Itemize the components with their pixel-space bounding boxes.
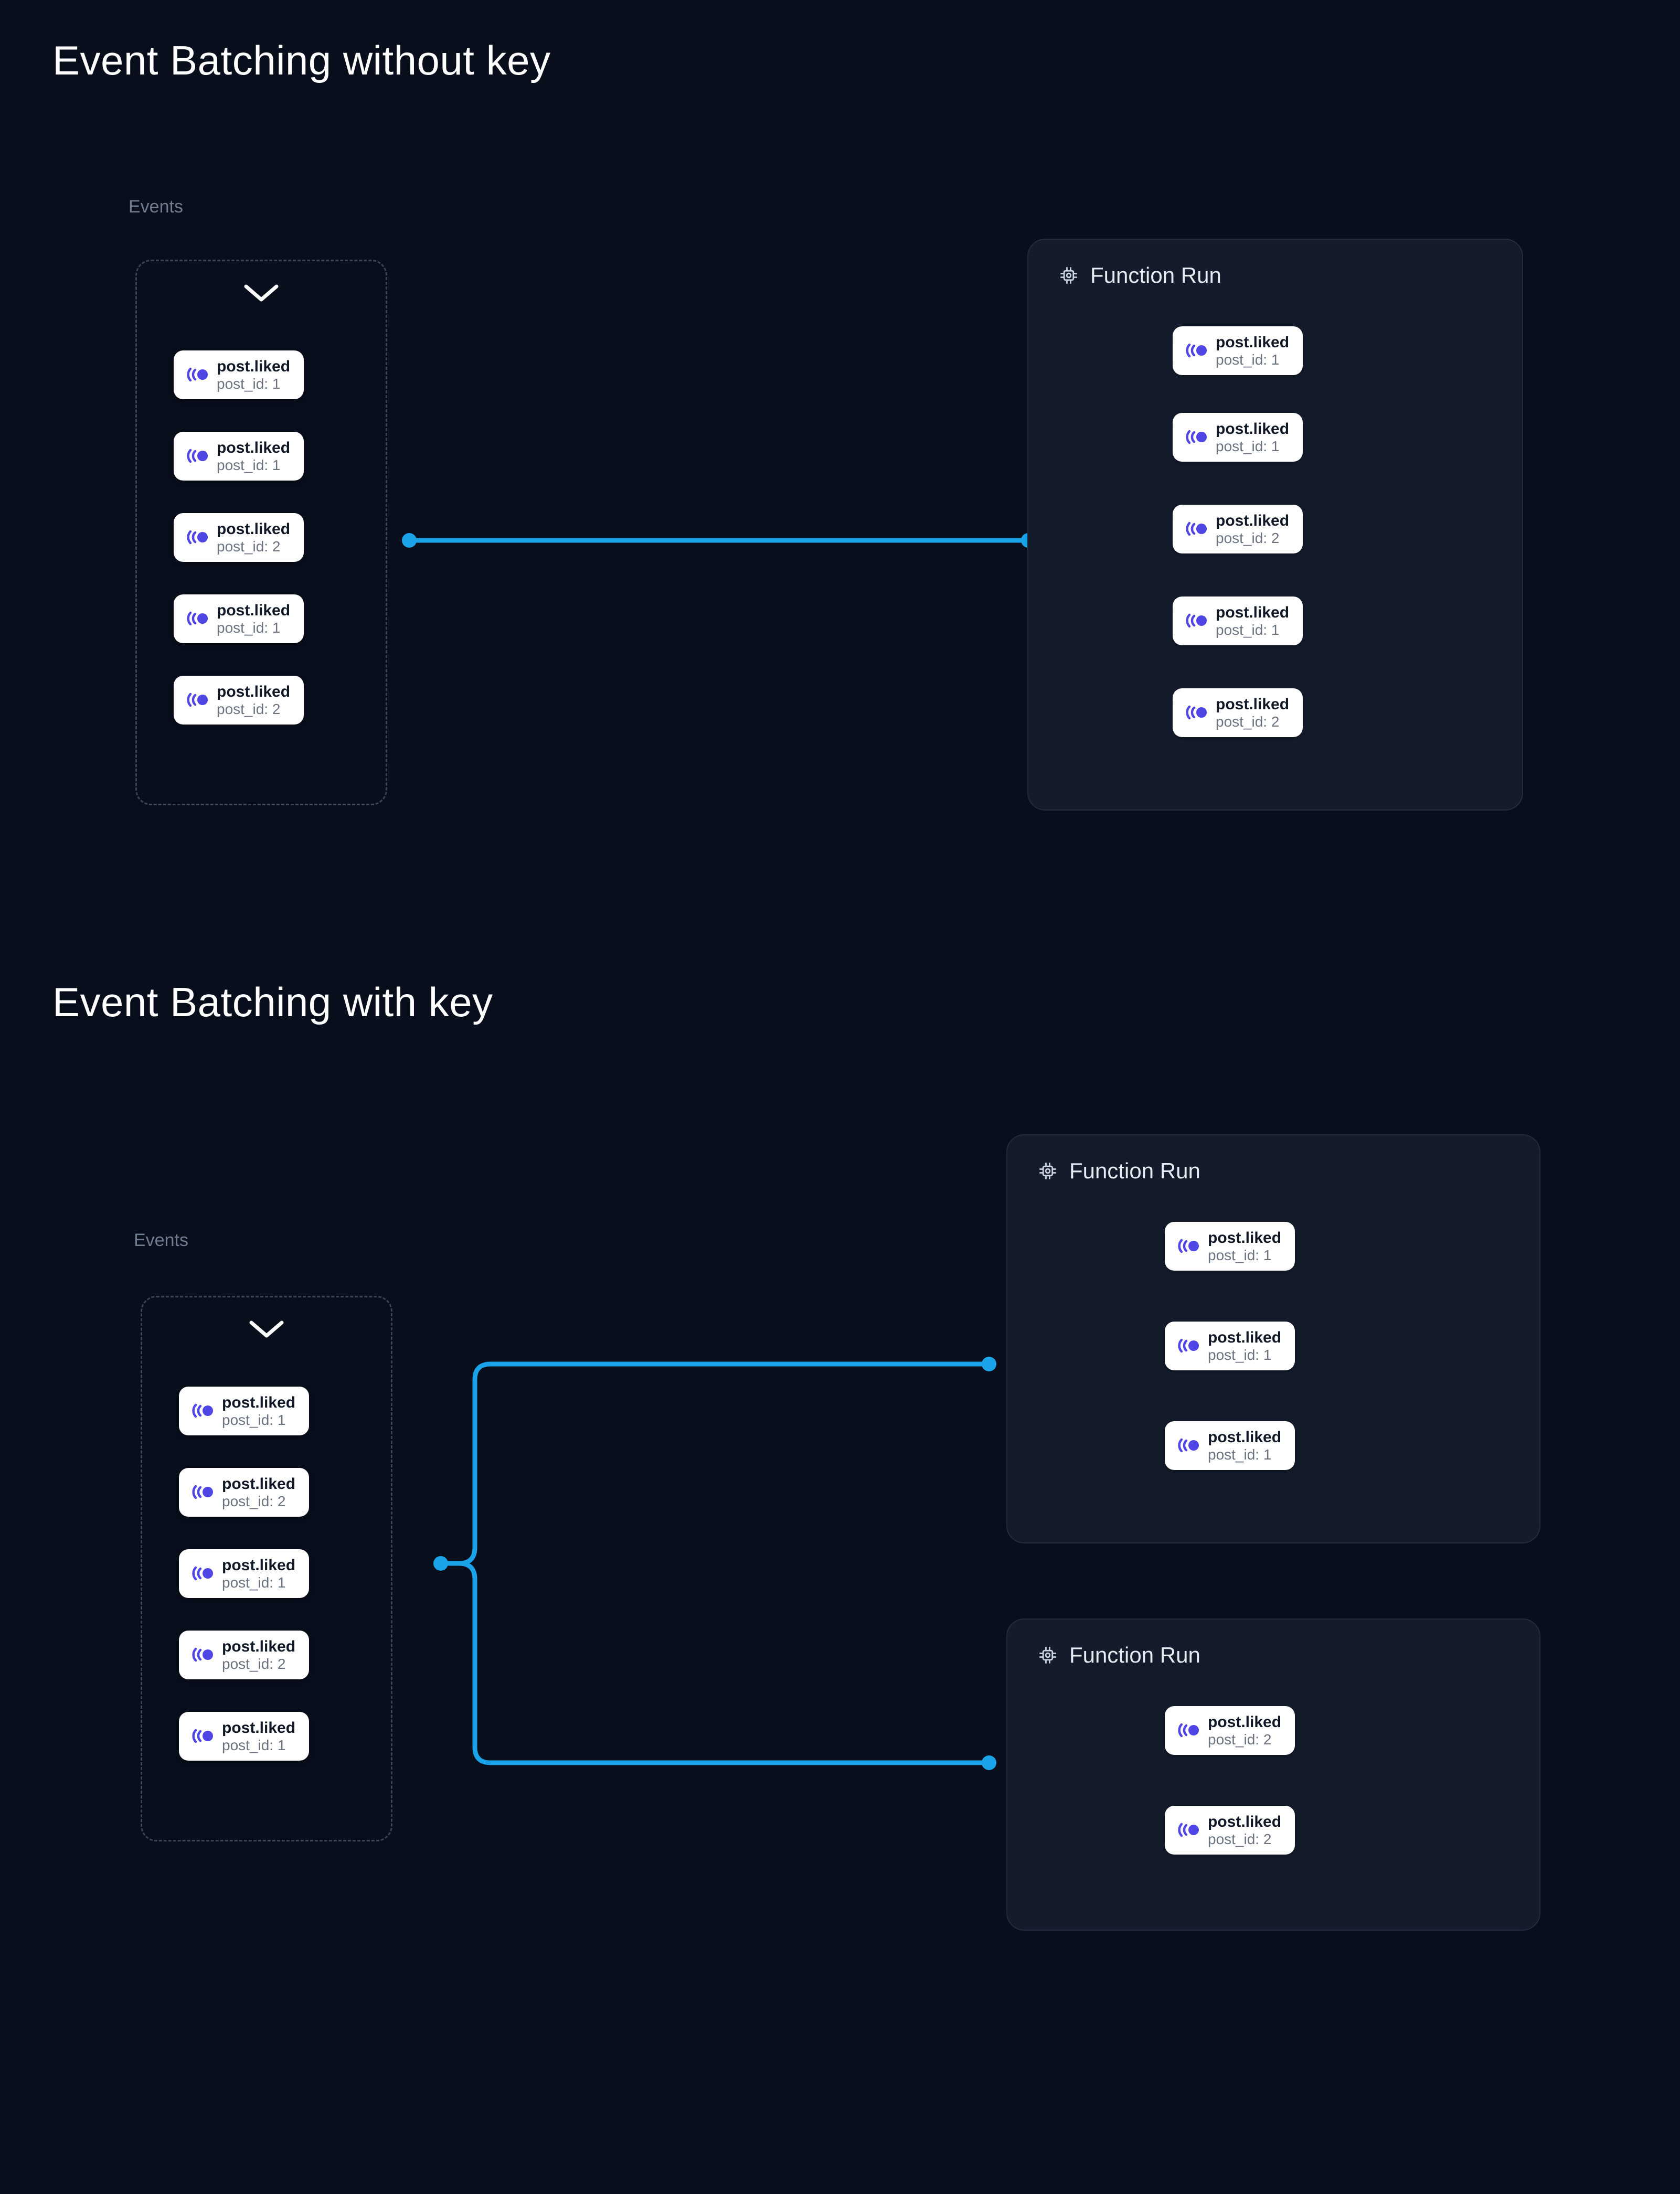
- event-name: post.liked: [222, 1719, 296, 1737]
- list-item: [1165, 1421, 1295, 1470]
- event-name: post.liked: [1216, 696, 1290, 713]
- list-item: [179, 1468, 309, 1517]
- event-signal-icon: [1176, 1722, 1200, 1738]
- list-item: [174, 350, 304, 399]
- event-signal-icon: [185, 529, 209, 545]
- event-signal-icon: [1184, 429, 1208, 445]
- function-run-header: [1037, 1643, 1200, 1668]
- list-item: [1173, 326, 1303, 375]
- event-detail: post_id: 1: [1216, 351, 1280, 368]
- event-name: post.liked: [1208, 1713, 1282, 1731]
- cpu-chip-icon: [1037, 1160, 1059, 1182]
- event-detail: post_id: 2: [1208, 1830, 1272, 1847]
- event-signal-icon: [190, 1403, 215, 1419]
- event-name: post.liked: [1216, 334, 1290, 351]
- list-item: [174, 594, 304, 643]
- event-detail: post_id: 1: [1208, 1446, 1272, 1463]
- list-item: [1165, 1706, 1295, 1755]
- event-signal-icon: [1176, 1238, 1200, 1254]
- function-run-title: Function Run: [1069, 1643, 1200, 1667]
- list-item: [174, 513, 304, 562]
- section-title: Event Batching without key: [52, 37, 551, 83]
- event-name: post.liked: [1216, 420, 1290, 438]
- event-signal-icon: [190, 1647, 215, 1663]
- events-group: [135, 260, 387, 805]
- event-detail: post_id: 2: [217, 700, 281, 717]
- event-signal-icon: [185, 367, 209, 382]
- chevron-down-icon: [243, 282, 280, 303]
- chevron-down-icon: [248, 1318, 285, 1339]
- list-item: [179, 1387, 309, 1435]
- event-detail: post_id: 1: [1216, 621, 1280, 638]
- event-detail: post_id: 2: [222, 1655, 286, 1672]
- event-detail: post_id: 1: [222, 1737, 286, 1753]
- event-signal-icon: [1176, 1338, 1200, 1354]
- event-signal-icon: [190, 1565, 215, 1581]
- event-name: post.liked: [217, 520, 291, 538]
- event-detail: post_id: 2: [1216, 529, 1280, 546]
- event-detail: post_id: 1: [1208, 1247, 1272, 1263]
- connector-events-to-run: [399, 525, 1039, 556]
- event-signal-icon: [185, 611, 209, 626]
- event-name: post.liked: [1208, 1429, 1282, 1446]
- event-name: post.liked: [1208, 1813, 1282, 1830]
- event-name: post.liked: [217, 602, 291, 619]
- event-name: post.liked: [222, 1557, 296, 1574]
- event-signal-icon: [185, 448, 209, 464]
- event-signal-icon: [1184, 613, 1208, 629]
- list-item: [179, 1631, 309, 1679]
- cpu-chip-icon: [1058, 264, 1080, 286]
- events-group: [141, 1296, 392, 1841]
- event-signal-icon: [1176, 1822, 1200, 1838]
- list-item: [1165, 1806, 1295, 1855]
- function-run-card: [1006, 1134, 1540, 1543]
- event-name: post.liked: [1216, 604, 1290, 621]
- function-run-card: [1027, 239, 1523, 811]
- list-item: [174, 676, 304, 725]
- event-detail: post_id: 1: [1208, 1346, 1272, 1363]
- event-signal-icon: [1184, 705, 1208, 720]
- event-detail: post_id: 1: [222, 1574, 286, 1591]
- function-run-title: Function Run: [1090, 263, 1221, 287]
- event-name: post.liked: [1208, 1229, 1282, 1247]
- event-name: post.liked: [217, 683, 291, 700]
- event-name: post.liked: [1216, 512, 1290, 529]
- connector-events-to-runs: [420, 1333, 1007, 1794]
- list-item: [1173, 688, 1303, 737]
- event-name: post.liked: [1208, 1329, 1282, 1346]
- event-detail: post_id: 1: [217, 619, 281, 636]
- list-item: [1173, 505, 1303, 553]
- event-detail: post_id: 1: [217, 375, 281, 392]
- list-item: [179, 1549, 309, 1598]
- event-name: post.liked: [222, 1638, 296, 1655]
- event-name: post.liked: [222, 1475, 296, 1493]
- event-detail: post_id: 1: [1216, 438, 1280, 454]
- event-detail: post_id: 2: [1216, 713, 1280, 730]
- event-detail: post_id: 2: [222, 1493, 286, 1509]
- list-item: [1173, 597, 1303, 645]
- function-run-title: Function Run: [1069, 1158, 1200, 1183]
- event-name: post.liked: [217, 439, 291, 456]
- cpu-chip-icon: [1037, 1644, 1059, 1666]
- list-item: [1165, 1222, 1295, 1271]
- event-signal-icon: [190, 1484, 215, 1500]
- event-signal-icon: [1184, 521, 1208, 537]
- event-signal-icon: [190, 1728, 215, 1744]
- function-run-header: [1037, 1158, 1200, 1184]
- event-signal-icon: [1184, 343, 1208, 358]
- section-title: Event Batching with key: [52, 979, 493, 1025]
- list-item: [179, 1712, 309, 1761]
- event-detail: post_id: 1: [222, 1411, 286, 1428]
- list-item: [1173, 413, 1303, 462]
- event-signal-icon: [185, 692, 209, 708]
- function-run-card: [1006, 1618, 1540, 1931]
- event-signal-icon: [1176, 1437, 1200, 1453]
- events-label: Events: [129, 197, 183, 217]
- event-detail: post_id: 1: [217, 456, 281, 473]
- event-name: post.liked: [222, 1394, 296, 1411]
- event-detail: post_id: 2: [217, 538, 281, 555]
- list-item: [174, 432, 304, 481]
- function-run-header: [1058, 263, 1221, 288]
- events-label: Events: [134, 1230, 188, 1250]
- event-name: post.liked: [217, 358, 291, 375]
- list-item: [1165, 1322, 1295, 1370]
- event-detail: post_id: 2: [1208, 1731, 1272, 1748]
